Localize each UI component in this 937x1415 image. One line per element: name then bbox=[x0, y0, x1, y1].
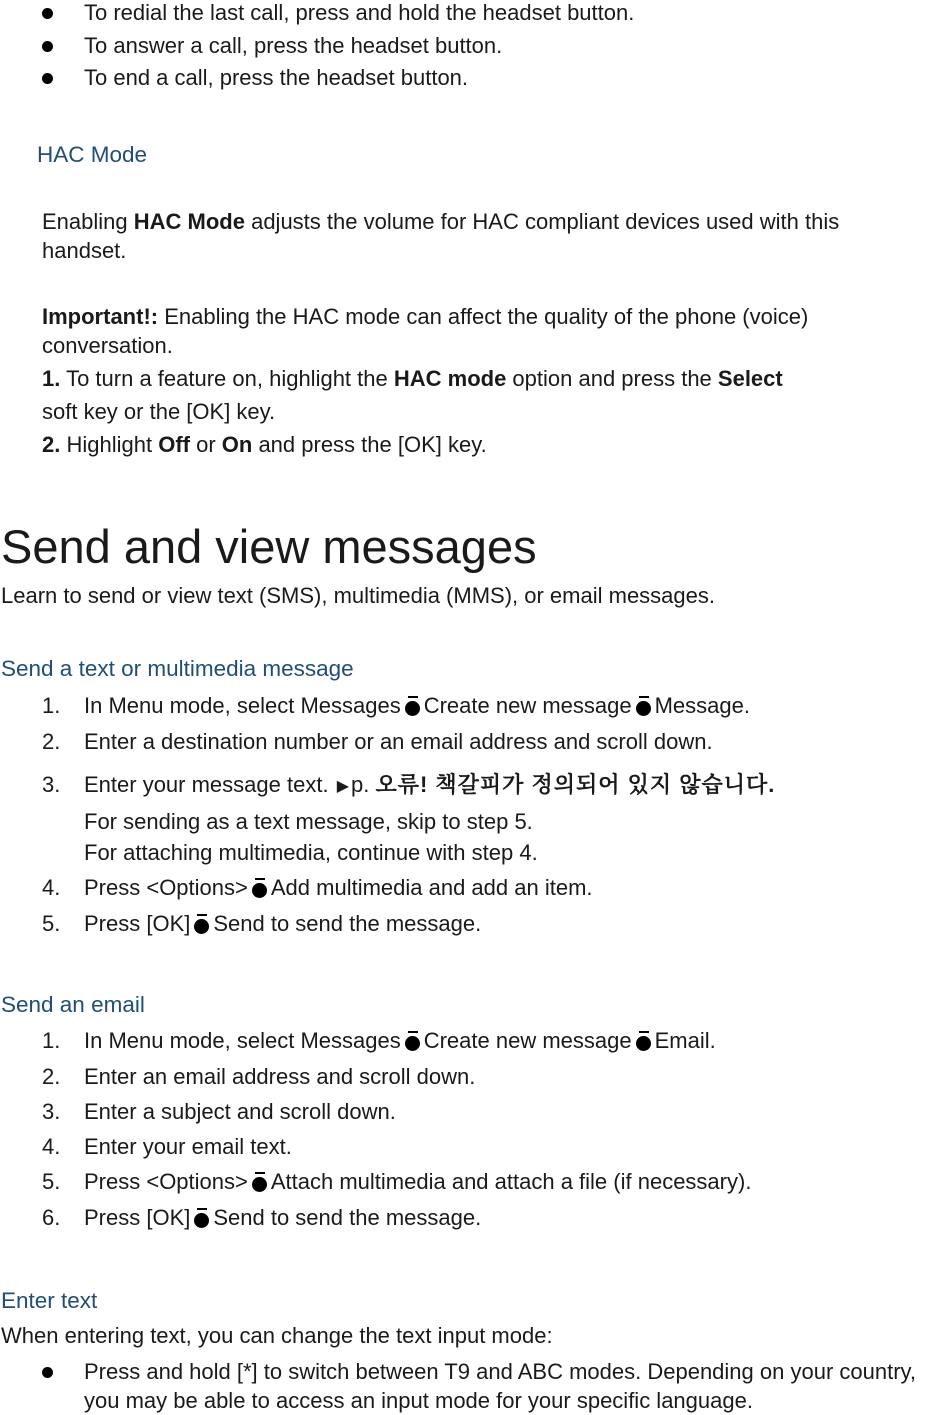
send-email-heading: Send an email bbox=[1, 992, 145, 1017]
menu-arrow-icon bbox=[194, 914, 210, 934]
hac-mode-heading: HAC Mode bbox=[37, 142, 148, 167]
page-subtitle: Learn to send or view text (SMS), multimedia (MMS), or email messages. bbox=[1, 583, 716, 608]
menu-arrow-icon bbox=[405, 1031, 421, 1051]
bookmark-error-text: 오류! 책갈피가 정의되어 있지 않습니다. bbox=[375, 772, 776, 797]
bullet-dot-icon bbox=[42, 1367, 53, 1378]
play-arrow-icon: ▶ bbox=[336, 778, 349, 795]
hac-step-1: 1. To turn a feature on, highlight the HAC mode option and press the Select bbox=[42, 366, 783, 391]
bullet-dot-icon bbox=[42, 73, 53, 84]
page-title: Send and view messages bbox=[1, 520, 537, 573]
send-text-step-3-note: For attaching multimedia, continue with step 4. bbox=[84, 840, 538, 865]
menu-arrow-icon bbox=[252, 1172, 268, 1192]
enter-text-heading: Enter text bbox=[1, 1288, 98, 1313]
bullet-dot-icon bbox=[42, 41, 53, 52]
menu-arrow-icon bbox=[636, 696, 652, 716]
menu-arrow-icon bbox=[252, 878, 268, 898]
send-text-step-3-note: For sending as a text message, skip to step 5. bbox=[84, 809, 533, 834]
hac-important-paragraph: Important!: Enabling the HAC mode can affect the quality of the phone (voice) conversation. bbox=[42, 304, 809, 358]
hac-step-1-continued: soft key or the [OK] key. bbox=[42, 399, 276, 424]
hac-step-2: 2. Highlight Off or On and press the [OK] key. bbox=[42, 432, 487, 457]
menu-arrow-icon bbox=[636, 1031, 652, 1051]
send-text-heading: Send a text or multimedia message bbox=[1, 656, 354, 681]
hac-intro-paragraph: Enabling HAC Mode adjusts the volume for HAC compliant devices used with this handset. bbox=[42, 209, 840, 263]
enter-text-intro: When entering text, you can change the text input mode: bbox=[1, 1323, 553, 1348]
bullet-dot-icon bbox=[42, 8, 53, 19]
menu-arrow-icon bbox=[405, 696, 421, 716]
menu-arrow-icon bbox=[194, 1208, 210, 1228]
